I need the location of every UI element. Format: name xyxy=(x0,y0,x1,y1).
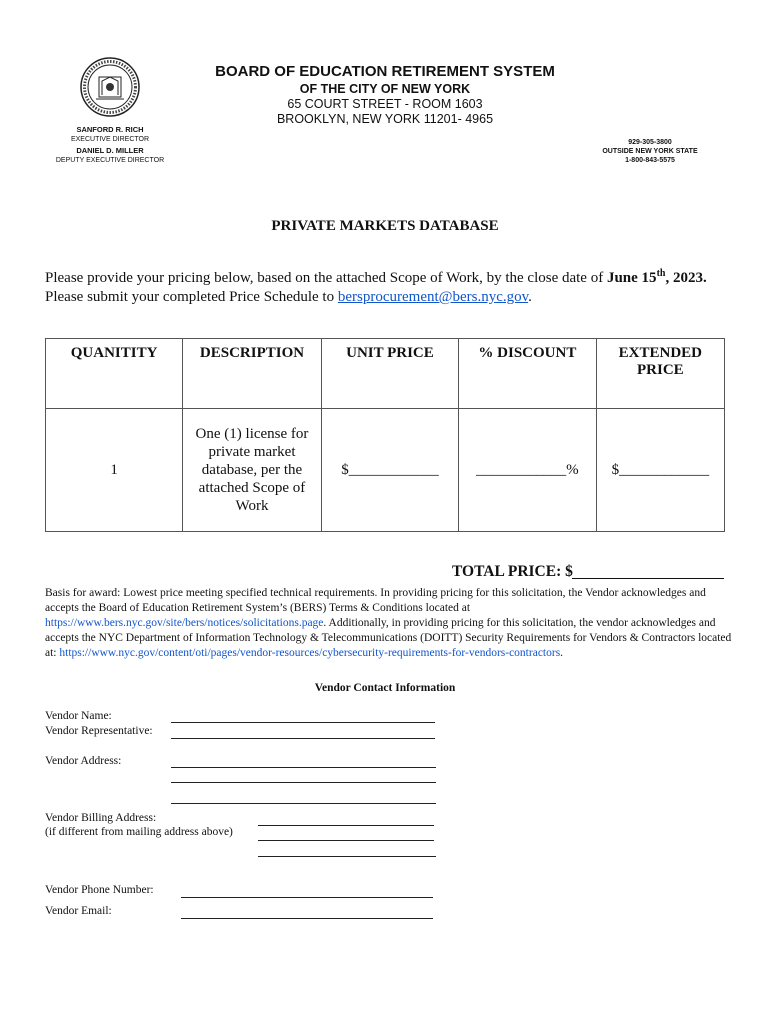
cell-extended-price[interactable]: $____________ xyxy=(596,409,724,532)
vendor-contact-title: Vendor Contact Information xyxy=(314,682,456,694)
vendor-name-label: Vendor Name: xyxy=(45,710,112,722)
org-subtitle: OF THE CITY OF NEW YORK xyxy=(299,82,471,96)
staff-name: DANIEL D. MILLER xyxy=(76,146,144,155)
column-header-description: DESCRIPTION xyxy=(183,339,322,409)
document-title: PRIVATE MARKETS DATABASE xyxy=(271,218,499,234)
staff-deputy-director xyxy=(45,146,175,165)
column-header-extended-price: EXTENDED PRICE xyxy=(596,339,724,409)
org-title: BOARD OF EDUCATION RETIREMENT SYSTEM xyxy=(215,63,555,80)
vendor-email-field[interactable] xyxy=(181,918,433,919)
staff-title: DEPUTY EXECUTIVE DIRECTOR xyxy=(55,157,165,164)
intro-text-1: Please provide your pricing below, based on the attached Scope of Work, by the close date of xyxy=(45,270,607,286)
vendor-phone-label: Vendor Phone Number: xyxy=(45,884,154,896)
vendor-name-field[interactable] xyxy=(171,722,435,723)
vendor-billing-label: Vendor Billing Address: xyxy=(45,812,157,824)
intro-paragraph: Please provide your pricing below, based on the attached Scope of Work, by the close date of June 15th, 2023. Please submit your completed Price Schedule to bersprocurement@bers.nyc.gov. xyxy=(45,268,707,305)
vendor-address-field-1[interactable] xyxy=(171,767,436,768)
vendor-phone-field[interactable] xyxy=(181,897,433,898)
staff-executive-director xyxy=(50,125,170,144)
vendor-billing-field-1[interactable] xyxy=(258,825,434,826)
column-header-unit-price: UNIT PRICE xyxy=(321,339,458,409)
address-line-1: 65 COURT STREET - ROOM 1603 xyxy=(287,97,483,111)
staff-name: SANFORD R. RICH xyxy=(76,125,144,134)
intro-text-2: Please submit your completed Price Schedule to xyxy=(45,289,338,305)
table-header-row xyxy=(46,339,725,409)
vendor-rep-label: Vendor Representative: xyxy=(45,725,153,737)
table-row xyxy=(46,409,725,532)
cell-unit-price[interactable]: $____________ xyxy=(321,409,458,532)
outside-state-label: OUTSIDE NEW YORK STATE xyxy=(602,148,698,155)
contact-block xyxy=(590,138,710,165)
vendor-address-label: Vendor Address: xyxy=(45,755,122,767)
basis-for-award: Basis for award: Lowest price meeting specified technical requirements. In providing pricing for this solicitation, the Vendor acknowledges and accepts the Board of Education Retirement System’s (BERS) Terms & Conditions located at https://www.bers.nyc.gov/site/bers/notices/solicitations.page. Additionally, in providing pricing for this solicitation, the vendor acknowledges and accepts the NYC Department of Information Technology & Telecommunications (DOITT) Security Requirements for Vendors & Contractors located at: https://www.nyc.gov/content/oti/pages/vendor-resources/cybersecurity-requirements-for-vendors-contractors. xyxy=(45,587,732,659)
price-schedule-table xyxy=(45,338,725,532)
cell-quantity: 1 xyxy=(46,409,183,532)
close-date: June 15th, 2023. xyxy=(606,268,707,286)
vendor-billing-note: (if different from mailing address above) xyxy=(45,826,233,838)
address-line-2: BROOKLYN, NEW YORK 11201- 4965 xyxy=(276,112,494,126)
column-header-discount: % DISCOUNT xyxy=(459,339,597,409)
cell-discount[interactable]: ____________% xyxy=(459,409,597,532)
total-price-field[interactable] xyxy=(572,578,724,579)
toll-free-number: 1-800-843-5575 xyxy=(625,157,675,164)
staff-title: EXECUTIVE DIRECTOR xyxy=(70,136,150,143)
submission-email-link[interactable]: bersprocurement@bers.nyc.gov xyxy=(337,289,529,305)
vendor-address-field-3[interactable] xyxy=(171,803,436,804)
terms-conditions-link[interactable]: https://www.bers.nyc.gov/site/bers/notices/solicitations.page xyxy=(45,617,324,629)
total-price-label: TOTAL PRICE: $ xyxy=(452,563,573,580)
vendor-address-field-2[interactable] xyxy=(171,782,436,783)
vendor-billing-field-2[interactable] xyxy=(258,840,434,841)
column-header-quantity: QUANITITY xyxy=(46,339,183,409)
vendor-email-label: Vendor Email: xyxy=(45,905,112,917)
vendor-billing-field-3[interactable] xyxy=(258,856,436,857)
security-requirements-link[interactable]: https://www.nyc.gov/content/oti/pages/vendor-resources/cybersecurity-requirements-for-vendors-contractors xyxy=(59,647,561,659)
phone-number: 929-305-3800 xyxy=(628,139,672,146)
vendor-rep-field[interactable] xyxy=(171,738,435,739)
cell-description: One (1) license for private market database, per the attached Scope of Work xyxy=(183,409,322,532)
